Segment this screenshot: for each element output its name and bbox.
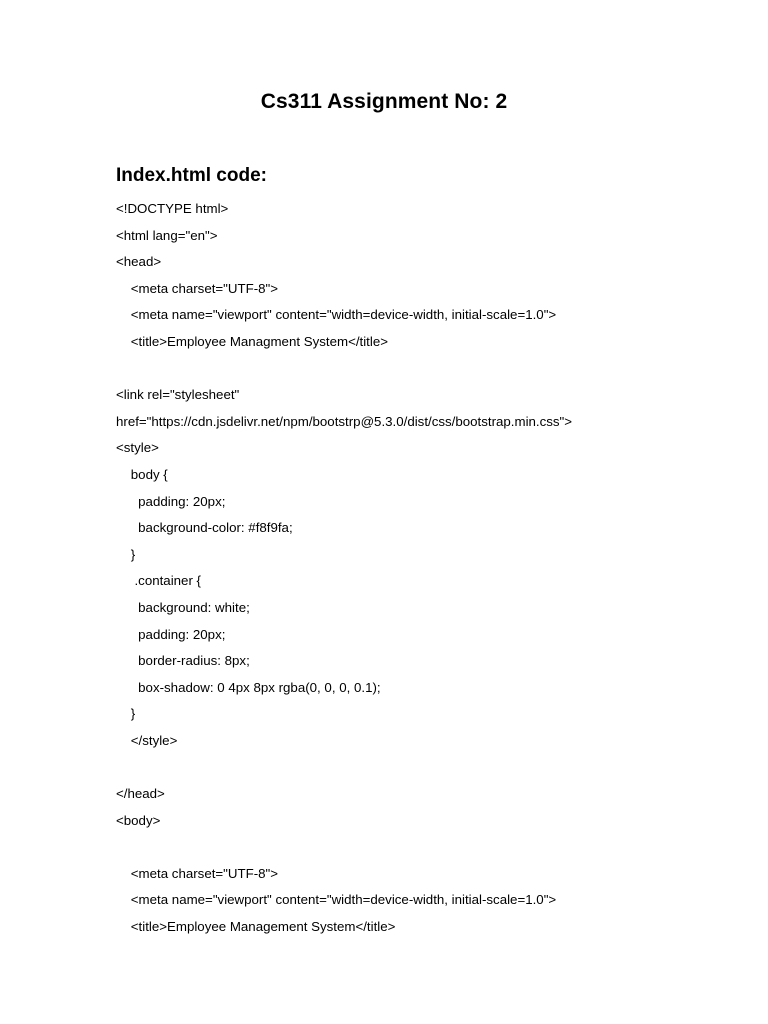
code-line: <head>	[116, 254, 162, 270]
section-heading: Index.html code:	[116, 165, 267, 186]
code-line: }	[116, 706, 136, 722]
code-line: <link rel="stylesheet"	[116, 387, 240, 403]
code-line: <html lang="en">	[116, 227, 218, 243]
code-line: .container {	[116, 573, 202, 589]
code-line: background-color: #f8f9fa;	[116, 520, 293, 536]
code-line	[116, 356, 736, 383]
code-line: </style>	[116, 732, 178, 748]
code-listing	[116, 196, 736, 941]
code-line: }	[116, 546, 136, 562]
code-line: <body>	[116, 812, 161, 828]
code-line	[116, 834, 736, 861]
code-line	[116, 754, 736, 781]
document-title: Cs311 Assignment No: 2	[260, 90, 508, 113]
code-line: body {	[116, 466, 168, 482]
code-line: background: white;	[116, 599, 250, 615]
code-line: padding: 20px;	[116, 493, 226, 509]
code-line: <meta name="viewport" content="width=device-width, initial-scale=1.0">	[116, 307, 557, 323]
code-line: <!DOCTYPE html>	[116, 201, 229, 216]
code-line: box-shadow: 0 4px 8px rgba(0, 0, 0, 0.1);	[116, 679, 381, 695]
code-line: padding: 20px;	[116, 626, 226, 642]
code-line: border-radius: 8px;	[116, 653, 250, 669]
code-line: <meta charset="UTF-8">	[116, 280, 279, 296]
code-line: <meta charset="UTF-8">	[116, 865, 279, 881]
code-line: <title>Employee Management System</title>	[116, 919, 396, 935]
code-line: <meta name="viewport" content="width=device-width, initial-scale=1.0">	[116, 892, 557, 908]
code-line: href="https://cdn.jsdelivr.net/npm/bootstrp@5.3.0/dist/css/bootstrap.min.css">	[116, 413, 573, 429]
code-line: <style>	[116, 440, 159, 456]
code-line: </head>	[116, 786, 165, 802]
code-line: <title>Employee Managment System</title>	[116, 333, 388, 349]
